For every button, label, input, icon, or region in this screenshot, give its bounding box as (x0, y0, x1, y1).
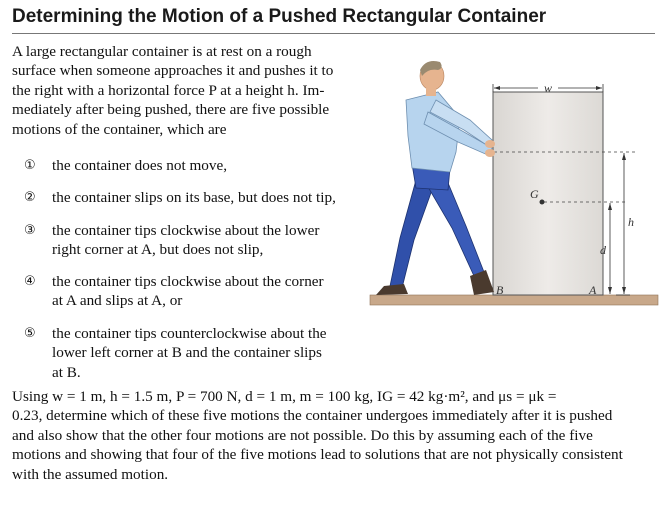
centroid-label: G (530, 187, 539, 201)
item-line: the container tips counterclockwise about the (52, 325, 327, 342)
corner-b-label: B (496, 283, 504, 297)
motion-item-2 (24, 188, 336, 207)
item-marker: ⑤ (24, 326, 36, 341)
person-figure (376, 61, 495, 295)
item-line: the container tips clockwise about the corner (52, 273, 324, 290)
intro-line: surface when someone approaches it and pushes it to (12, 62, 334, 80)
item-marker: ③ (24, 223, 36, 238)
width-label: w (543, 81, 553, 95)
motion-item-4 (24, 272, 324, 311)
corner-a-label: A (589, 283, 597, 297)
d-dimension (608, 203, 612, 294)
question-line: 0.23, determine which of these five motions the container undergoes immediately after it is pushed (12, 407, 613, 425)
item-marker: ① (24, 158, 36, 173)
question-line: with the assumed motion. (12, 465, 169, 483)
question-line: and also show that the other four motions are not possible. Do this by assuming each of the five (12, 426, 593, 444)
item-marker: ④ (24, 274, 36, 289)
motion-item-3 (24, 221, 319, 260)
h-label: h (628, 215, 634, 229)
question-paragraph (12, 387, 657, 484)
item-line: the container does not move, (52, 157, 228, 174)
item-line: the container slips on its base, but does not tip, (52, 189, 336, 206)
intro-line: A large rectangular container is at rest on a rough (12, 43, 312, 60)
item-marker: ② (24, 190, 36, 205)
motion-item-1 (24, 156, 227, 175)
item-line: right corner at A, but does not slip, (52, 241, 264, 259)
intro-line: the right with a horizontal force P at a height h. Im- (12, 81, 325, 99)
intro-paragraph (12, 42, 364, 139)
page-title: Determining the Motion of a Pushed Rectangular Container (12, 6, 547, 27)
centroid-marker (540, 200, 545, 205)
question-line: Using w = 1 m, h = 1.5 m, P = 700 N, d = 1 m, m = 100 kg, IG = 42 kg·m², and μs = μk = (12, 388, 557, 405)
item-line: lower left corner at B and the container slips (52, 344, 322, 362)
container-box (493, 92, 603, 295)
title-rule (12, 33, 655, 34)
ground-surface (370, 295, 658, 305)
intro-line: motions of the container, which are (12, 120, 227, 138)
item-line: the container tips clockwise about the lower (52, 222, 320, 239)
motion-item-5 (24, 324, 327, 382)
item-line: at B. (52, 363, 81, 381)
question-line: motions and showing that four of the five motions lead to solutions that are not physically consistent (12, 446, 623, 464)
d-label: d (600, 243, 606, 257)
item-line: at A and slips at A, or (52, 292, 183, 310)
container-figure (366, 40, 662, 316)
intro-line: mediately after being pushed, there are five possible (12, 101, 330, 119)
